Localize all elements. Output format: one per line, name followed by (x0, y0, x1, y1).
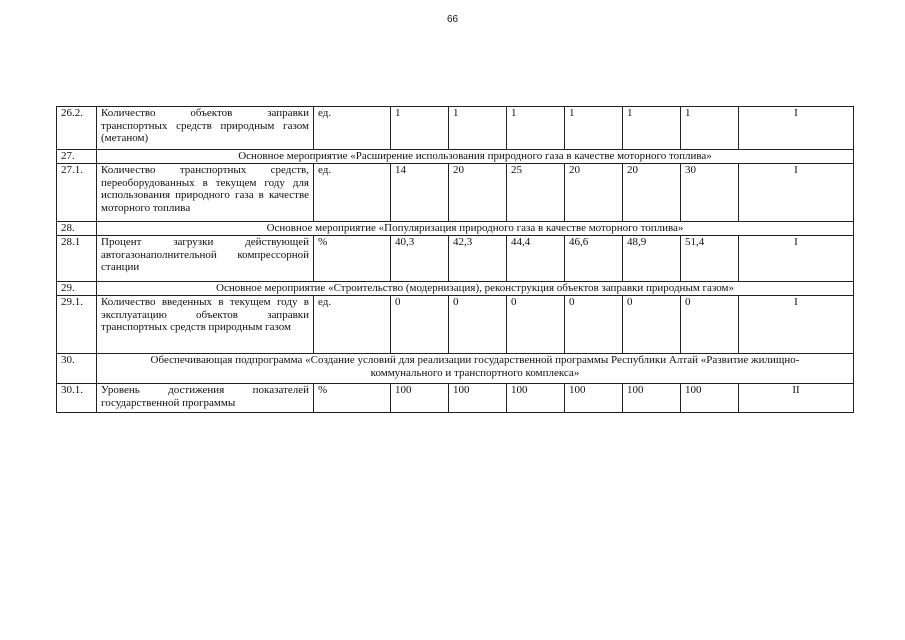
value-cell: 100 (681, 384, 739, 413)
section-row (57, 150, 854, 164)
value-cell: 1 (623, 107, 681, 150)
value-cell: 44,4 (507, 236, 565, 282)
value-cell: 20 (449, 164, 507, 222)
value-cell: 46,6 (565, 236, 623, 282)
indicator-name: Процент загрузки действующей автогазонаполнительной компрессорной станции (97, 236, 314, 282)
row-number: 29. (57, 282, 97, 296)
table-row (57, 296, 854, 354)
unit-cell: % (314, 384, 391, 413)
code-cell: I (739, 107, 854, 150)
value-cell: 51,4 (681, 236, 739, 282)
value-cell: 1 (391, 107, 449, 150)
value-cell: 100 (565, 384, 623, 413)
row-number: 26.2. (57, 107, 97, 150)
unit-cell: ед. (314, 164, 391, 222)
row-number: 28.1 (57, 236, 97, 282)
indicator-name: Количество транспортных средств, переоборудованных в текущем году для использования природного газа в качестве моторного топлива (97, 164, 314, 222)
row-number: 30.1. (57, 384, 97, 413)
value-cell: 100 (623, 384, 681, 413)
code-cell: I (739, 164, 854, 222)
table-row (57, 164, 854, 222)
value-cell: 40,3 (391, 236, 449, 282)
table-row (57, 384, 854, 413)
value-cell: 0 (449, 296, 507, 354)
value-cell: 0 (507, 296, 565, 354)
section-title: Основное мероприятие «Расширение использования природного газа в качестве моторного топлива» (97, 150, 854, 164)
table-row (57, 107, 854, 150)
indicator-table (56, 106, 854, 413)
unit-cell: % (314, 236, 391, 282)
code-cell: I (739, 236, 854, 282)
value-cell: 0 (391, 296, 449, 354)
unit-cell: ед. (314, 107, 391, 150)
value-cell: 14 (391, 164, 449, 222)
section-row (57, 354, 854, 384)
indicator-name: Уровень достижения показателей государственной программы (97, 384, 314, 413)
value-cell: 1 (565, 107, 623, 150)
table-row (57, 236, 854, 282)
page-number: 66 (446, 14, 459, 25)
section-title: Основное мероприятие «Популяризация природного газа в качестве моторного топлива» (97, 222, 854, 236)
section-row (57, 282, 854, 296)
code-cell: I (739, 296, 854, 354)
value-cell: 100 (507, 384, 565, 413)
unit-cell: ед. (314, 296, 391, 354)
value-cell: 0 (623, 296, 681, 354)
value-cell: 0 (681, 296, 739, 354)
value-cell: 0 (565, 296, 623, 354)
value-cell: 48,9 (623, 236, 681, 282)
value-cell: 1 (449, 107, 507, 150)
row-number: 28. (57, 222, 97, 236)
value-cell: 42,3 (449, 236, 507, 282)
value-cell: 1 (681, 107, 739, 150)
section-title: Обеспечивающая подпрограмма «Создание условий для реализации государственной программы Республики Алтай «Развитие жилищно-коммунального и транспортного комплекса» (97, 354, 854, 384)
value-cell: 20 (623, 164, 681, 222)
value-cell: 25 (507, 164, 565, 222)
value-cell: 100 (391, 384, 449, 413)
value-cell: 1 (507, 107, 565, 150)
code-cell: II (739, 384, 854, 413)
row-number: 27. (57, 150, 97, 164)
indicator-name: Количество объектов заправки транспортных средств природным газом (метаном) (97, 107, 314, 150)
row-number: 27.1. (57, 164, 97, 222)
value-cell: 20 (565, 164, 623, 222)
row-number: 30. (57, 354, 97, 384)
value-cell: 30 (681, 164, 739, 222)
row-number: 29.1. (57, 296, 97, 354)
value-cell: 100 (449, 384, 507, 413)
indicator-name: Количество введенных в текущем году в эксплуатацию объектов заправки транспортных средств природным газом (97, 296, 314, 354)
section-title: Основное мероприятие «Строительство (модернизация), реконструкция объектов заправки природным газом» (97, 282, 854, 296)
section-row (57, 222, 854, 236)
